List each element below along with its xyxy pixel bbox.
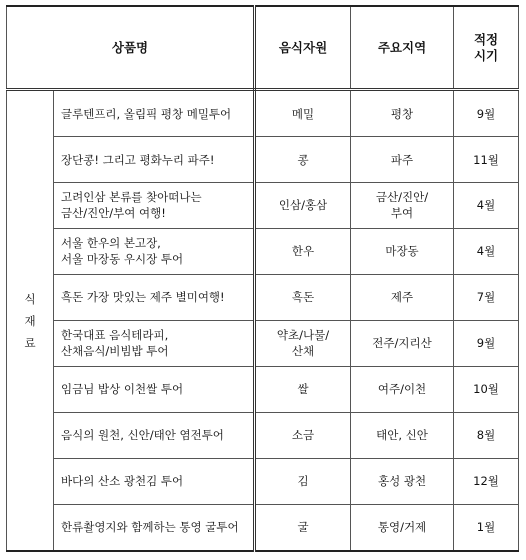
table-row [7, 183, 519, 229]
main-area-cell [351, 458, 454, 504]
product-name-line: 고려인삼 본류를 찾아떠나는 [61, 190, 202, 205]
header-proper-time-line1: 적정 [473, 31, 499, 47]
table-row [7, 320, 519, 366]
tour-product-table [6, 5, 519, 552]
product-name-cell [54, 320, 255, 366]
food-resource-cell [255, 504, 351, 551]
proper-time-cell: 11월 [454, 137, 519, 183]
proper-time-cell: 9월 [454, 320, 519, 366]
food-resource-line: 약초/나물/ [276, 328, 330, 343]
table-header-row [7, 6, 519, 90]
food-resource-cell [255, 458, 351, 504]
product-name-cell [54, 504, 255, 551]
table-row [7, 458, 519, 504]
table-row [7, 274, 519, 320]
food-resource-line: 인삼/홍삼 [278, 198, 328, 213]
main-area-line: 홍성 광천 [377, 474, 427, 489]
proper-time-cell: 7월 [454, 274, 519, 320]
product-name-cell [54, 183, 255, 229]
table-row [7, 90, 519, 137]
food-resource-line: 산채 [291, 344, 315, 359]
product-name-line: 금산/진안/부여 여행! [61, 206, 166, 221]
main-area-line: 제주 [390, 290, 414, 305]
header-main-area: 주요지역 [351, 6, 454, 90]
food-resource-line: 굴 [297, 520, 309, 535]
main-area-line: 마장동 [385, 244, 419, 259]
food-resource-line: 한우 [291, 244, 315, 259]
main-area-cell [351, 412, 454, 458]
main-area-cell [351, 274, 454, 320]
category-label: 식재료 [24, 291, 36, 350]
main-area-cell [351, 183, 454, 229]
header-proper-time-line2: 시기 [473, 47, 499, 63]
food-resource-cell [255, 228, 351, 274]
food-resource-line: 소금 [291, 428, 315, 443]
main-area-line: 파주 [390, 152, 414, 167]
food-resource-cell [255, 137, 351, 183]
product-name-cell [54, 137, 255, 183]
product-name-cell [54, 274, 255, 320]
tour-table-container [6, 5, 518, 552]
main-area-cell [351, 504, 454, 551]
table-row [7, 504, 519, 551]
product-name-line: 글루텐프리, 올림픽 평창 메밀투어 [61, 106, 232, 121]
header-proper-time [454, 6, 519, 90]
proper-time-cell: 12월 [454, 458, 519, 504]
proper-time-cell: 10월 [454, 366, 519, 412]
proper-time-cell: 8월 [454, 412, 519, 458]
main-area-cell [351, 366, 454, 412]
main-area-line: 금산/진안/ [375, 190, 429, 205]
product-name-cell [54, 90, 255, 137]
proper-time-cell: 4월 [454, 228, 519, 274]
food-resource-line: 김 [297, 474, 309, 489]
food-resource-cell [255, 274, 351, 320]
food-resource-cell [255, 320, 351, 366]
proper-time-cell: 4월 [454, 183, 519, 229]
product-name-line: 한국대표 음식테라피, [61, 328, 169, 343]
product-name-line: 산채음식/비빔밥 투어 [61, 344, 169, 359]
food-resource-line: 쌀 [297, 382, 309, 397]
main-area-cell [351, 228, 454, 274]
table-row [7, 412, 519, 458]
product-name-cell [54, 228, 255, 274]
table-row [7, 137, 519, 183]
proper-time-cell: 1월 [454, 504, 519, 551]
table-row [7, 366, 519, 412]
main-area-cell [351, 137, 454, 183]
product-name-line: 바다의 산소 광천김 투어 [61, 474, 184, 489]
header-food-resource: 음식자원 [255, 6, 351, 90]
main-area-cell [351, 320, 454, 366]
header-product-name: 상품명 [7, 6, 255, 90]
product-name-line: 흑돈 가장 맛있는 제주 별미여행! [61, 290, 225, 305]
food-resource-cell [255, 412, 351, 458]
product-name-cell [54, 458, 255, 504]
food-resource-line: 콩 [297, 152, 309, 167]
food-resource-line: 흑돈 [291, 290, 315, 305]
category-cell [7, 90, 54, 552]
food-resource-line: 메밀 [291, 106, 315, 121]
main-area-line: 통영/거제 [377, 520, 427, 535]
food-resource-cell [255, 183, 351, 229]
table-row [7, 228, 519, 274]
proper-time-cell: 9월 [454, 90, 519, 137]
product-name-line: 음식의 원천, 신안/태안 염전투어 [61, 428, 224, 443]
main-area-cell [351, 90, 454, 137]
main-area-line: 여주/이천 [377, 382, 427, 397]
product-name-line: 임금님 밥상 이천쌀 투어 [61, 382, 184, 397]
main-area-line: 평창 [390, 106, 414, 121]
product-name-cell [54, 366, 255, 412]
product-name-cell [54, 412, 255, 458]
main-area-line: 전주/지리산 [372, 336, 432, 351]
food-resource-cell [255, 90, 351, 137]
product-name-line: 장단콩! 그리고 평화누리 파주! [61, 152, 215, 167]
product-name-line: 한류촬영지와 함께하는 통영 굴투어 [61, 520, 239, 535]
product-name-line: 서울 한우의 본고장, [61, 236, 161, 251]
main-area-line: 부여 [390, 206, 414, 221]
food-resource-cell [255, 366, 351, 412]
product-name-line: 서울 마장동 우시장 투어 [61, 252, 184, 267]
main-area-line: 태안, 신안 [376, 428, 428, 443]
